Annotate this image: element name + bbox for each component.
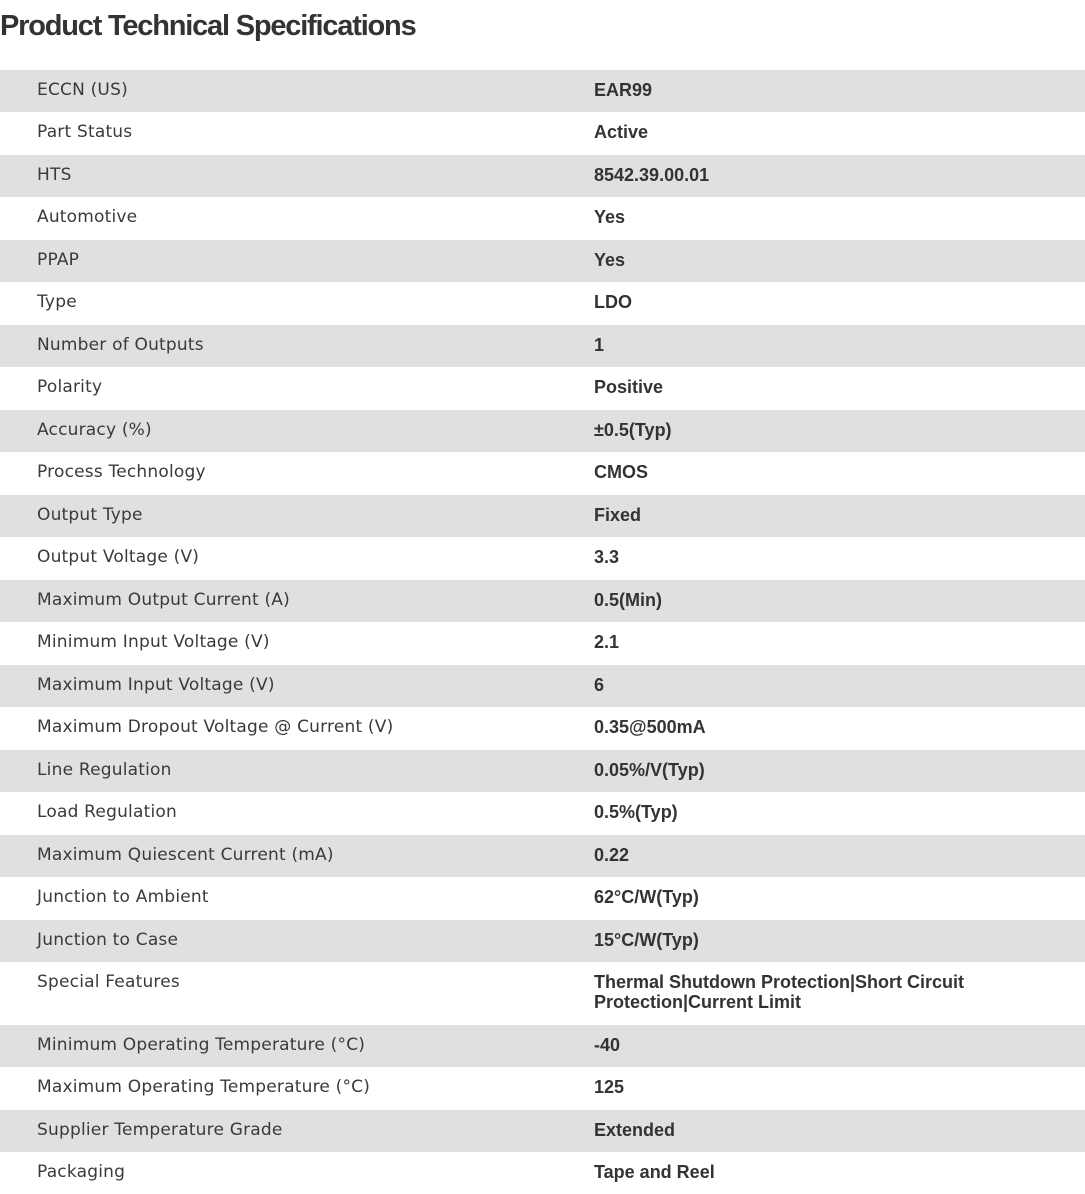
spec-row bbox=[0, 1152, 1085, 1194]
spec-row bbox=[0, 750, 1085, 792]
spec-value: 0.22 bbox=[566, 835, 1085, 877]
spec-label: Minimum Operating Temperature (°C) bbox=[0, 1025, 566, 1067]
spec-label: Supplier Temperature Grade bbox=[0, 1110, 566, 1152]
spec-value: Tape and Reel bbox=[566, 1152, 1085, 1194]
spec-value: 62°C/W(Typ) bbox=[566, 877, 1085, 920]
spec-label: Line Regulation bbox=[0, 750, 566, 792]
spec-row bbox=[0, 452, 1085, 495]
spec-label: Minimum Input Voltage (V) bbox=[0, 622, 566, 665]
spec-value: 0.5(Min) bbox=[566, 580, 1085, 622]
spec-row bbox=[0, 367, 1085, 410]
spec-label: Maximum Operating Temperature (°C) bbox=[0, 1067, 566, 1110]
spec-row bbox=[0, 580, 1085, 622]
spec-value: 8542.39.00.01 bbox=[566, 155, 1085, 197]
spec-value: 3.3 bbox=[566, 537, 1085, 580]
spec-row bbox=[0, 665, 1085, 707]
spec-row bbox=[0, 1067, 1085, 1110]
spec-label: ECCN (US) bbox=[0, 70, 566, 112]
spec-row bbox=[0, 792, 1085, 835]
spec-label: Output Type bbox=[0, 495, 566, 537]
spec-row bbox=[0, 1025, 1085, 1067]
spec-label: Number of Outputs bbox=[0, 325, 566, 367]
spec-row bbox=[0, 70, 1085, 112]
spec-row bbox=[0, 920, 1085, 962]
spec-label: Output Voltage (V) bbox=[0, 537, 566, 580]
spec-value: 0.35@500mA bbox=[566, 707, 1085, 750]
spec-value: ±0.5(Typ) bbox=[566, 410, 1085, 452]
spec-value: -40 bbox=[566, 1025, 1085, 1067]
spec-row bbox=[0, 325, 1085, 367]
page-title: Product Technical Specifications bbox=[0, 10, 416, 42]
spec-value: Yes bbox=[566, 197, 1085, 240]
spec-row bbox=[0, 240, 1085, 282]
spec-label: HTS bbox=[0, 155, 566, 197]
spec-row bbox=[0, 197, 1085, 240]
spec-value: 1 bbox=[566, 325, 1085, 367]
spec-row bbox=[0, 155, 1085, 197]
spec-label: Maximum Dropout Voltage @ Current (V) bbox=[0, 707, 566, 750]
spec-row bbox=[0, 410, 1085, 452]
spec-label: Junction to Case bbox=[0, 920, 566, 962]
spec-row bbox=[0, 282, 1085, 325]
spec-row bbox=[0, 962, 1085, 1025]
spec-row bbox=[0, 622, 1085, 665]
spec-value: LDO bbox=[566, 282, 1085, 325]
spec-row bbox=[0, 537, 1085, 580]
spec-label: Special Features bbox=[0, 962, 566, 1025]
spec-value: Active bbox=[566, 112, 1085, 155]
spec-row bbox=[0, 707, 1085, 750]
spec-value: 0.5%(Typ) bbox=[566, 792, 1085, 835]
spec-value: Thermal Shutdown Protection|Short Circuit Protection|Current Limit bbox=[566, 962, 1085, 1025]
spec-value: Yes bbox=[566, 240, 1085, 282]
spec-value: 0.05%/V(Typ) bbox=[566, 750, 1085, 792]
spec-label: Junction to Ambient bbox=[0, 877, 566, 920]
spec-row bbox=[0, 112, 1085, 155]
spec-label: Maximum Quiescent Current (mA) bbox=[0, 835, 566, 877]
spec-value: Fixed bbox=[566, 495, 1085, 537]
spec-label: Type bbox=[0, 282, 566, 325]
spec-label: Accuracy (%) bbox=[0, 410, 566, 452]
spec-label: PPAP bbox=[0, 240, 566, 282]
spec-value: Extended bbox=[566, 1110, 1085, 1152]
spec-value: 125 bbox=[566, 1067, 1085, 1110]
spec-label: Packaging bbox=[0, 1152, 566, 1194]
spec-row bbox=[0, 495, 1085, 537]
spec-value: EAR99 bbox=[566, 70, 1085, 112]
spec-label: Maximum Output Current (A) bbox=[0, 580, 566, 622]
spec-label: Process Technology bbox=[0, 452, 566, 495]
spec-row bbox=[0, 877, 1085, 920]
spec-row bbox=[0, 1110, 1085, 1152]
spec-label: Automotive bbox=[0, 197, 566, 240]
spec-value: 2.1 bbox=[566, 622, 1085, 665]
spec-value: CMOS bbox=[566, 452, 1085, 495]
spec-value: 6 bbox=[566, 665, 1085, 707]
spec-value: Positive bbox=[566, 367, 1085, 410]
spec-label: Load Regulation bbox=[0, 792, 566, 835]
spec-label: Part Status bbox=[0, 112, 566, 155]
spec-value: 15°C/W(Typ) bbox=[566, 920, 1085, 962]
spec-table bbox=[0, 70, 1085, 1194]
spec-label: Maximum Input Voltage (V) bbox=[0, 665, 566, 707]
spec-label: Polarity bbox=[0, 367, 566, 410]
spec-row bbox=[0, 835, 1085, 877]
